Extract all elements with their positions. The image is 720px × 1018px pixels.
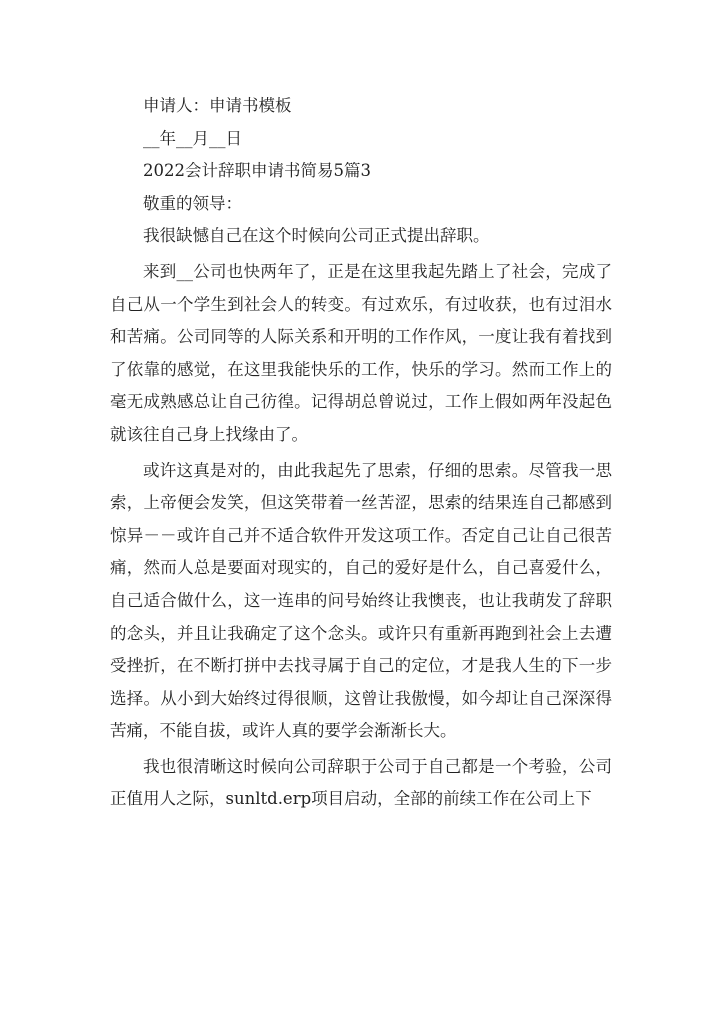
- salutation: 敬重的领导：: [143, 193, 242, 213]
- document-body: [110, 90, 612, 816]
- paragraph: 来到__公司也快两年了，正是在这里我起先踏上了社会，完成了自己从一个学生到社会人的转变。有过欢乐，有过收获，也有过泪水和苦痛。公司同等的人际关系和开明的工作作风，一度让我有着找到了依靠的感觉，在这里我能快乐的工作，快乐的学习。然而工作上的毫无成熟感总让自己彷徨。记得胡总曾说过，工作上假如两年没起色就该往自己身上找缘由了。: [110, 261, 612, 444]
- paragraph: 或许这真是对的，由此我起先了思索，仔细的思索。尽管我一思索，上帝便会发笑，但这笑带着一丝苦涩，思索的结果连自己都感到惊异－－或许自己并不适合软件开发这项工作。否定自己让自己很苦痛，然而人总是要面对现实的，自己的爱好是什么，自己喜爱什么，自己适合做什么，这一连串的问号始终让我懊丧，也让我萌发了辞职的念头，并且让我确定了这个念头。或许只有重新再跑到社会上去遭受挫折，在不断打拼中去找寻属于自己的定位，才是我人生的下一步选择。从小到大始终过得很顺，这曾让我傲慢，如今却让自己深深得苦痛，不能自拔，或许人真的要学会渐渐长大。: [110, 460, 612, 741]
- paragraph: 我也很清晰这时候向公司辞职于公司于自己都是一个考验，公司正值用人之际，sunltd.erp项目启动，全部的前续工作在公司上下: [110, 756, 612, 809]
- paragraph: 我很缺憾自己在这个时候向公司正式提出辞职。: [143, 226, 490, 246]
- applicant-line: 申请人：申请书模板: [143, 96, 292, 115]
- date-line: __年__月__日: [143, 128, 242, 148]
- title-line: 2022会计辞职申请书简易5篇3: [143, 161, 371, 181]
